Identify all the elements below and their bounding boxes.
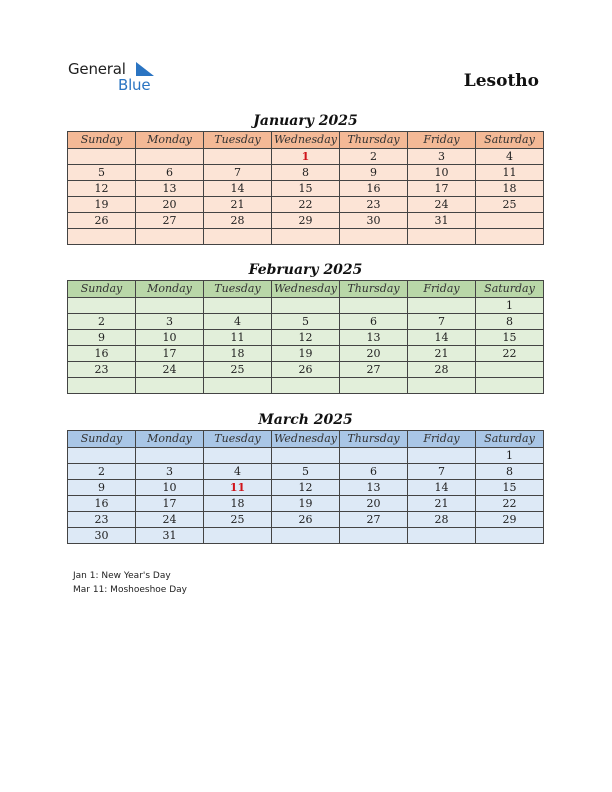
day-cell: 5	[272, 314, 340, 330]
day-cell: 10	[136, 480, 204, 496]
weekday-header: Monday	[136, 431, 204, 448]
day-cell: 4	[204, 464, 272, 480]
empty-day-cell	[272, 229, 340, 245]
day-cell: 14	[204, 181, 272, 197]
week-row	[68, 362, 544, 378]
week-row	[68, 346, 544, 362]
day-cell: 22	[272, 197, 340, 213]
empty-day-cell	[136, 378, 204, 394]
day-cell: 17	[136, 496, 204, 512]
day-cell: 28	[408, 362, 476, 378]
day-cell: 21	[408, 346, 476, 362]
week-row	[68, 197, 544, 213]
day-cell: 16	[68, 496, 136, 512]
day-cell: 3	[408, 149, 476, 165]
week-row	[68, 528, 544, 544]
empty-day-cell	[340, 229, 408, 245]
day-cell: 28	[408, 512, 476, 528]
weekday-header: Sunday	[68, 281, 136, 298]
day-cell: 11	[204, 330, 272, 346]
day-cell: 26	[272, 512, 340, 528]
week-row	[68, 181, 544, 197]
empty-day-cell	[340, 528, 408, 544]
empty-day-cell	[204, 528, 272, 544]
holiday-day-cell: 1	[272, 149, 340, 165]
day-cell: 8	[476, 464, 544, 480]
empty-day-cell	[272, 298, 340, 314]
day-cell: 30	[68, 528, 136, 544]
weekday-header-row	[68, 431, 544, 448]
empty-day-cell	[408, 378, 476, 394]
week-row	[68, 512, 544, 528]
empty-day-cell	[136, 149, 204, 165]
day-cell: 5	[68, 165, 136, 181]
day-cell: 6	[136, 165, 204, 181]
weekday-header: Saturday	[476, 431, 544, 448]
logo-text-general: General	[68, 60, 126, 78]
holiday-day-cell: 11	[204, 480, 272, 496]
day-cell: 15	[476, 330, 544, 346]
empty-day-cell	[204, 378, 272, 394]
day-cell: 16	[340, 181, 408, 197]
day-cell: 1	[476, 448, 544, 464]
logo-text-blue: Blue	[118, 76, 151, 94]
day-cell: 2	[340, 149, 408, 165]
holiday-note: Jan 1: New Year's Day	[73, 571, 171, 581]
day-cell: 13	[136, 181, 204, 197]
empty-day-cell	[408, 229, 476, 245]
day-cell: 28	[204, 213, 272, 229]
day-cell: 20	[340, 346, 408, 362]
empty-day-cell	[476, 528, 544, 544]
empty-day-cell	[272, 378, 340, 394]
day-cell: 2	[68, 464, 136, 480]
empty-day-cell	[68, 378, 136, 394]
weekday-header: Saturday	[476, 132, 544, 149]
empty-day-cell	[204, 298, 272, 314]
calendar-table	[67, 430, 544, 544]
day-cell: 20	[136, 197, 204, 213]
brand-logo	[68, 60, 168, 96]
day-cell: 25	[204, 512, 272, 528]
day-cell: 18	[476, 181, 544, 197]
weekday-header: Friday	[408, 132, 476, 149]
day-cell: 19	[272, 496, 340, 512]
week-row	[68, 480, 544, 496]
day-cell: 30	[340, 213, 408, 229]
week-row	[68, 229, 544, 245]
day-cell: 27	[136, 213, 204, 229]
calendar-table	[67, 131, 544, 245]
day-cell: 9	[68, 330, 136, 346]
day-cell: 4	[476, 149, 544, 165]
weekday-header: Monday	[136, 132, 204, 149]
week-row	[68, 213, 544, 229]
day-cell: 16	[68, 346, 136, 362]
day-cell: 27	[340, 512, 408, 528]
day-cell: 31	[136, 528, 204, 544]
weekday-header-row	[68, 132, 544, 149]
month-calendar-january	[67, 111, 544, 245]
empty-day-cell	[340, 298, 408, 314]
empty-day-cell	[476, 213, 544, 229]
weekday-header: Thursday	[340, 281, 408, 298]
week-row	[68, 330, 544, 346]
day-cell: 2	[68, 314, 136, 330]
day-cell: 24	[408, 197, 476, 213]
weekday-header: Tuesday	[204, 281, 272, 298]
day-cell: 20	[340, 496, 408, 512]
weekday-header: Wednesday	[272, 281, 340, 298]
calendar-table	[67, 280, 544, 394]
day-cell: 8	[272, 165, 340, 181]
month-calendar-february	[67, 260, 544, 394]
week-row	[68, 448, 544, 464]
day-cell: 31	[408, 213, 476, 229]
day-cell: 6	[340, 314, 408, 330]
day-cell: 29	[272, 213, 340, 229]
weekday-header: Tuesday	[204, 431, 272, 448]
day-cell: 24	[136, 512, 204, 528]
day-cell: 23	[340, 197, 408, 213]
day-cell: 18	[204, 496, 272, 512]
day-cell: 17	[136, 346, 204, 362]
day-cell: 7	[408, 314, 476, 330]
day-cell: 22	[476, 496, 544, 512]
weekday-header: Thursday	[340, 431, 408, 448]
day-cell: 6	[340, 464, 408, 480]
month-title: January 2025	[253, 113, 358, 129]
day-cell: 13	[340, 480, 408, 496]
weekday-header: Friday	[408, 431, 476, 448]
weekday-header: Thursday	[340, 132, 408, 149]
weekday-header: Tuesday	[204, 132, 272, 149]
empty-day-cell	[408, 528, 476, 544]
weekday-header: Wednesday	[272, 431, 340, 448]
week-row	[68, 149, 544, 165]
empty-day-cell	[68, 298, 136, 314]
day-cell: 1	[476, 298, 544, 314]
day-cell: 4	[204, 314, 272, 330]
empty-day-cell	[340, 448, 408, 464]
week-row	[68, 165, 544, 181]
day-cell: 21	[408, 496, 476, 512]
country-title: Lesotho	[463, 71, 539, 91]
day-cell: 9	[68, 480, 136, 496]
day-cell: 12	[68, 181, 136, 197]
empty-day-cell	[204, 229, 272, 245]
weekday-header: Friday	[408, 281, 476, 298]
day-cell: 19	[272, 346, 340, 362]
week-row	[68, 378, 544, 394]
weekday-header: Sunday	[68, 132, 136, 149]
empty-day-cell	[476, 229, 544, 245]
empty-day-cell	[136, 298, 204, 314]
day-cell: 14	[408, 480, 476, 496]
day-cell: 3	[136, 464, 204, 480]
day-cell: 29	[476, 512, 544, 528]
day-cell: 26	[272, 362, 340, 378]
day-cell: 24	[136, 362, 204, 378]
day-cell: 11	[476, 165, 544, 181]
empty-day-cell	[68, 149, 136, 165]
day-cell: 18	[204, 346, 272, 362]
day-cell: 7	[408, 464, 476, 480]
weekday-header: Saturday	[476, 281, 544, 298]
day-cell: 19	[68, 197, 136, 213]
empty-day-cell	[136, 229, 204, 245]
empty-day-cell	[408, 448, 476, 464]
empty-day-cell	[204, 448, 272, 464]
day-cell: 12	[272, 480, 340, 496]
empty-day-cell	[272, 448, 340, 464]
day-cell: 8	[476, 314, 544, 330]
week-row	[68, 298, 544, 314]
day-cell: 26	[68, 213, 136, 229]
empty-day-cell	[272, 528, 340, 544]
month-title: February 2025	[248, 262, 363, 278]
logo-triangle-icon	[136, 62, 154, 76]
month-title: March 2025	[258, 412, 353, 428]
day-cell: 23	[68, 512, 136, 528]
day-cell: 15	[476, 480, 544, 496]
day-cell: 23	[68, 362, 136, 378]
day-cell: 17	[408, 181, 476, 197]
day-cell: 27	[340, 362, 408, 378]
weekday-header: Wednesday	[272, 132, 340, 149]
day-cell: 9	[340, 165, 408, 181]
day-cell: 15	[272, 181, 340, 197]
day-cell: 13	[340, 330, 408, 346]
day-cell: 5	[272, 464, 340, 480]
holiday-note: Mar 11: Moshoeshoe Day	[73, 585, 187, 595]
day-cell: 7	[204, 165, 272, 181]
weekday-header-row	[68, 281, 544, 298]
day-cell: 14	[408, 330, 476, 346]
weekday-header: Monday	[136, 281, 204, 298]
week-row	[68, 464, 544, 480]
day-cell: 22	[476, 346, 544, 362]
empty-day-cell	[476, 362, 544, 378]
empty-day-cell	[204, 149, 272, 165]
day-cell: 12	[272, 330, 340, 346]
empty-day-cell	[408, 298, 476, 314]
day-cell: 10	[408, 165, 476, 181]
week-row	[68, 496, 544, 512]
empty-day-cell	[476, 378, 544, 394]
day-cell: 25	[476, 197, 544, 213]
empty-day-cell	[68, 229, 136, 245]
day-cell: 3	[136, 314, 204, 330]
day-cell: 25	[204, 362, 272, 378]
holiday-notes	[73, 569, 187, 597]
month-calendar-march	[67, 410, 544, 544]
day-cell: 21	[204, 197, 272, 213]
weekday-header: Sunday	[68, 431, 136, 448]
empty-day-cell	[340, 378, 408, 394]
empty-day-cell	[68, 448, 136, 464]
week-row	[68, 314, 544, 330]
day-cell: 10	[136, 330, 204, 346]
empty-day-cell	[136, 448, 204, 464]
